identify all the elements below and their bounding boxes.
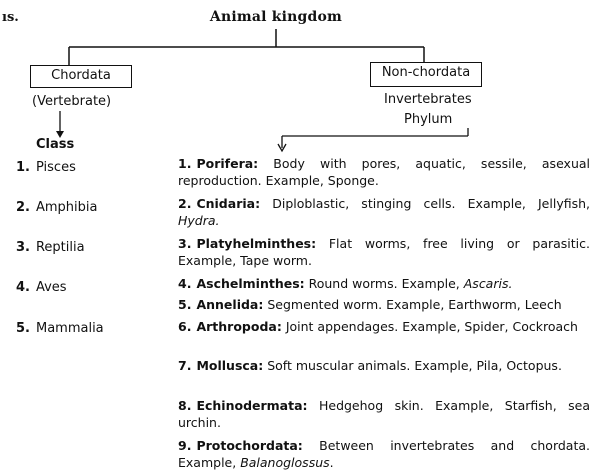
class-num: 4. xyxy=(16,280,30,295)
phylum-item xyxy=(178,155,590,189)
phylum-desc: Soft muscular animals. Example, Pila, Octopus. xyxy=(263,358,562,373)
class-name: Reptilia xyxy=(35,240,85,255)
nonchordata-label: Non-chordata xyxy=(381,65,471,80)
class-num: 2. xyxy=(16,200,30,215)
phylum-num: 4. xyxy=(178,276,192,291)
chordata-box xyxy=(30,65,132,88)
phylum-desc: Between invertebrates and chordata. Example, xyxy=(178,438,590,470)
phylum-num: 7. xyxy=(178,358,192,373)
class-num: 3. xyxy=(16,240,30,255)
phylum-desc: Body with pores, aquatic, sessile, asexual reproduction. Example, Sponge. xyxy=(178,156,590,188)
class-name: Mammalia xyxy=(35,321,104,336)
phylum-num: 9. xyxy=(178,438,192,453)
phylum-num: 1. xyxy=(178,156,192,171)
phylum-item xyxy=(178,296,590,313)
phylum-num: 3. xyxy=(178,236,192,251)
corner-text: ıs. xyxy=(2,10,19,25)
class-item xyxy=(16,240,85,255)
phylum-item xyxy=(178,357,590,374)
phylum-desc: Hedgehog skin. Example, Starfish, sea urchin. xyxy=(178,398,590,430)
class-name: Amphibia xyxy=(35,200,98,215)
phylum-example: Hydra. xyxy=(178,213,220,228)
phylum-name: Porifera: xyxy=(196,156,259,171)
phylum-label: Phylum xyxy=(404,112,453,127)
class-item xyxy=(16,280,67,295)
phylum-desc: Round worms. Example, xyxy=(304,276,464,291)
nonchordata-box xyxy=(370,62,482,87)
class-num: 1. xyxy=(16,160,30,175)
class-item xyxy=(16,200,97,215)
phylum-item xyxy=(178,195,590,229)
phylum-name: Aschelminthes: xyxy=(196,276,305,291)
phylum-item xyxy=(178,397,590,431)
class-name: Pisces xyxy=(35,160,76,175)
phylum-name: Echinodermata: xyxy=(196,398,308,413)
phylum-name: Protochordata: xyxy=(196,438,303,453)
phylum-name: Cnidaria: xyxy=(196,196,261,211)
phylum-item xyxy=(178,318,590,335)
phylum-example: Balanoglossus xyxy=(240,455,330,470)
phylum-num: 2. xyxy=(178,196,192,211)
phylum-desc: Flat worms, free living or parasitic. Example, Tape worm. xyxy=(178,236,590,268)
class-item xyxy=(16,321,104,336)
class-heading: Class xyxy=(36,137,75,152)
phylum-item xyxy=(178,275,590,292)
phylum-name: Mollusca: xyxy=(196,358,264,373)
phylum-name: Platyhelminthes: xyxy=(196,236,317,251)
phylum-desc: Diploblastic, stinging cells. Example, Jellyfish, xyxy=(260,196,590,211)
phylum-item xyxy=(178,437,590,471)
diagram-title: Animal kingdom xyxy=(209,9,343,25)
phylum-name: Arthropoda: xyxy=(196,319,282,334)
class-num: 5. xyxy=(16,321,30,336)
chordata-label: Chordata xyxy=(51,68,111,83)
phylum-item xyxy=(178,235,590,269)
phylum-desc: Segmented worm. Example, Earthworm, Leech xyxy=(263,297,562,312)
class-item xyxy=(16,160,76,175)
invertebrates-label: Invertebrates xyxy=(384,92,472,107)
phylum-name: Annelida: xyxy=(196,297,264,312)
vertebrate-label: (Vertebrate) xyxy=(32,94,112,109)
phylum-desc: Joint appendages. Example, Spider, Cockroach xyxy=(281,319,578,334)
phylum-tail: . xyxy=(329,455,334,470)
phylum-num: 5. xyxy=(178,297,192,312)
phylum-num: 6. xyxy=(178,319,192,334)
class-name: Aves xyxy=(35,280,67,295)
phylum-num: 8. xyxy=(178,398,192,413)
phylum-example: Ascaris. xyxy=(463,276,513,291)
